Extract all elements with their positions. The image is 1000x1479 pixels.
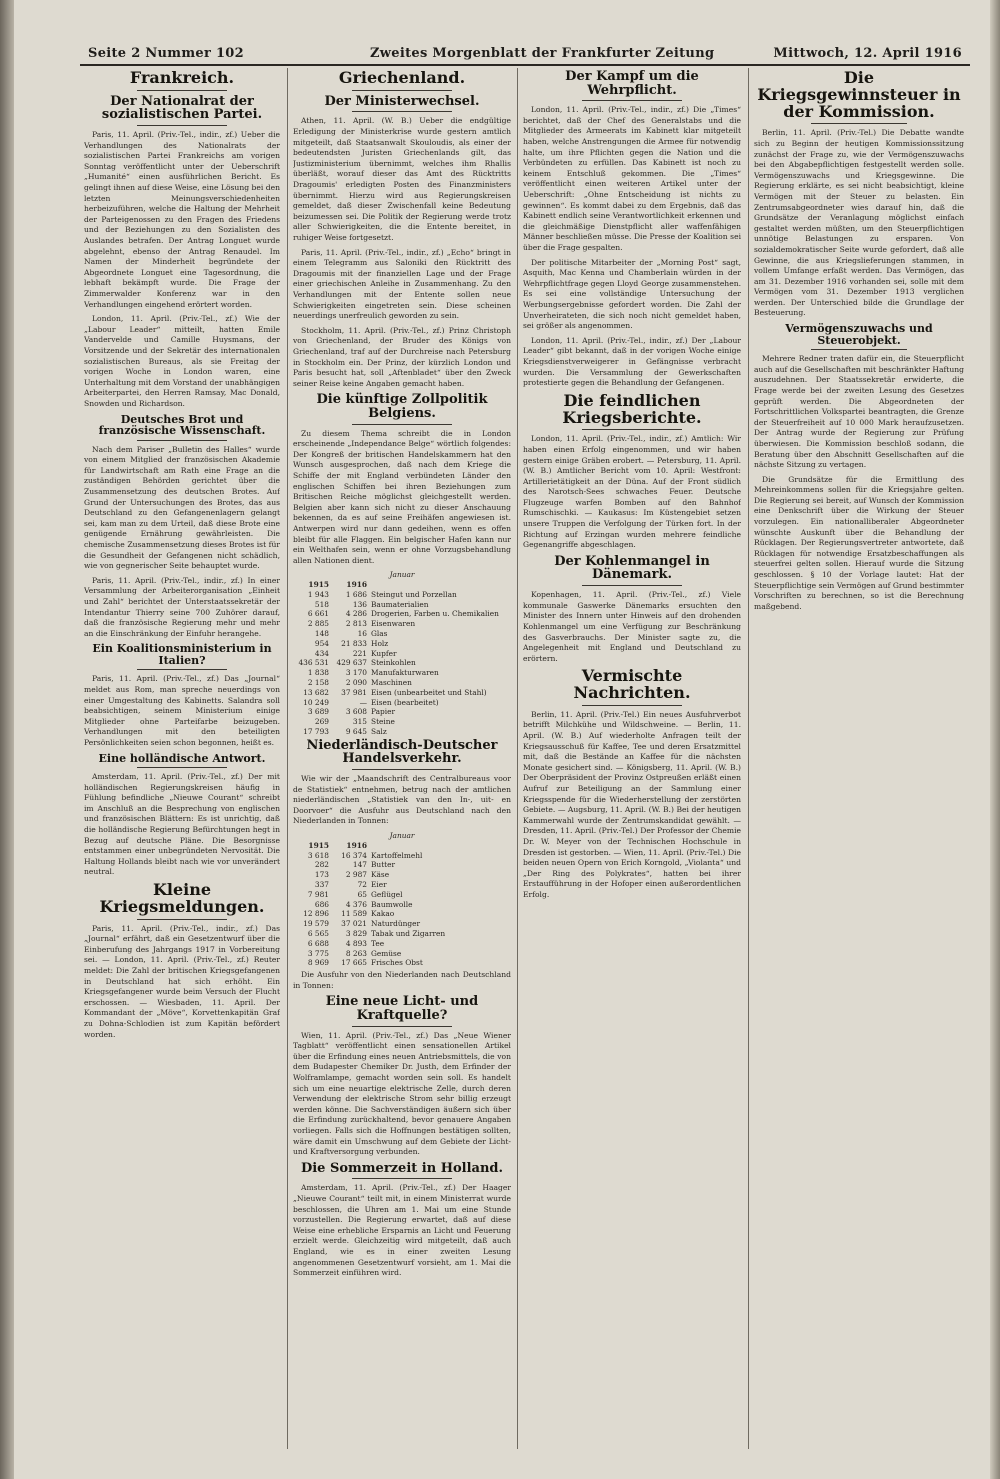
table-cell-1916: 8 263	[345, 948, 367, 958]
table-row	[293, 919, 511, 929]
table-cell-1915: 2 885	[307, 619, 329, 629]
headline-rule	[137, 669, 227, 670]
table-month: Januar	[389, 831, 415, 841]
table-row	[293, 698, 511, 708]
table-cell-label: Butter	[371, 860, 396, 870]
scan-edge-right	[990, 0, 1000, 1479]
page-number: Seite 2 Nummer 102	[88, 46, 244, 61]
table-cell-1915: 686	[314, 899, 329, 909]
table-cell-1916: 37 021	[341, 919, 367, 929]
table-cell-1915: 518	[314, 599, 329, 609]
article-headline: Der Kampf um die Wehrpflicht.	[565, 70, 699, 98]
table-cell-1916: 21 833	[341, 638, 367, 648]
article-body: Nach dem Pariser „Bulletin des Halles“ wurde von einem Mitglied der französischen Akademie für Landwirtschaft am Rath eine Frage an die zuständigen Behörden gerichtet über die Zusammensetzung des deutschen Brotes. Auf Grund der Untersuchungen des Brotes, das aus Deutschland zu den Gefangenenlagern gelangt sei, kam man zu dem Urteil, daß diese Brote eine genügende Ernährung gewährleisten. Die chemische Zusammensetzung dieses Brotes ist für die Gesundheit der Gefangenen nicht schädlich, wie von gegnerischer Seite behauptet wurde.	[84, 444, 280, 571]
table-cell-label: Geflügel	[371, 889, 403, 899]
table-cell-label: Steinkohlen	[371, 658, 416, 668]
table-cell-1915: 282	[314, 860, 329, 870]
article-body: London, 11. April. (Priv.-Tel., zf.) Wie der „Labour Leader“ mitteilt, hatten Emile Vandervelde und Camille Huysmans, der Vorsitzende und der Sekretär des internationalen sozialistischen Bureaus, als sie Freitag der vorigen Woche in London waren, eine Unterhaltung mit dem Vorstand der unabhängigen Arbeiterpartei, den Herren Ramsay, Mac Donald, Snowden und Richardson.	[84, 314, 280, 408]
table-cell-label: Papier	[371, 707, 396, 717]
table-cell-label: Steine	[371, 717, 395, 727]
article	[523, 555, 741, 664]
article	[293, 326, 511, 390]
table-row	[293, 900, 511, 910]
table-cell-1915: 3 689	[307, 707, 329, 717]
table-cell-label: Drogerien, Farben u. Chemikalien	[371, 609, 499, 619]
table-cell-label: Eisenwaren	[371, 619, 416, 629]
headline-rule	[352, 111, 452, 112]
table-cell-1916: 2 813	[345, 619, 367, 629]
table-cell-label: Maschinen	[371, 678, 412, 688]
article	[293, 1162, 511, 1279]
table-cell-1915: 6 565	[307, 929, 329, 939]
headline-rule	[352, 769, 452, 770]
table-year: 1916	[346, 580, 367, 590]
table-cell-1915: 10 249	[303, 697, 329, 707]
table-cell-1915: 173	[314, 870, 329, 880]
table-row	[293, 668, 511, 678]
table-cell-1916: 65	[357, 889, 367, 899]
page-header	[88, 42, 962, 64]
table-cell-1915: 337	[314, 880, 329, 890]
article-body: Paris, 11. April. (Priv.-Tel., indir., zf.) Ueber die Verhandlungen des Nationalrats der sozialistischen Partei Frankreichs am vorigen Sonntag veröffentlicht unter der Ueberschrift „Humanité“ einen ausführlichen Bericht. Es gelingt ihnen auf diese Weise, eine Lösung bei den letzten Meinungsverschiedenheiten herbeizuführen, welche die Haltung der Mehrheit der Parteigenossen zu den Fragen des Friedens und der Beziehungen zu den Sozialisten des Auslandes betrafen. Der Antrag Longuet wurde abgelehnt, ebenso der Antrag Renaudel. Im Namen der Minderheit begründete der Abgeordnete Longuet eine Tagesordnung, die lebhaft bekämpft wurde. Die Frage der Zimmerwalder Konferenz war in den Verhandlungen eingehend erörtert worden.	[84, 130, 280, 309]
headline-rule	[137, 440, 227, 441]
article	[754, 475, 964, 613]
table-cell-1915: 2 158	[307, 678, 329, 688]
table-row	[293, 678, 511, 688]
article	[84, 643, 280, 748]
article-headline: Kleine Kriegsmeldungen.	[99, 880, 265, 916]
table-cell-1916: 147	[352, 860, 367, 870]
article-body: Berlin, 11. April. (Priv.-Tel.) Die Debatte wandte sich zu Beginn der heutigen Kommissionssitzung zunächst der Frage zu, wie der Vermögenszuwachs bei den Abgabepflichtigen festgestellt werden solle. Vermögenszuwachs und Kriegsgewinne. Die Regierung erklärte, es sei nicht beabsichtigt, kleine Vermögen mit der Steuer zu belasten. Ein Zentrumsabgeordneter wies darauf hin, daß die Grundsätze der Veranlagung möglichst einfach gestaltet werden müßten, um den Steuerpflichtigen unnötige Belastungen zu ersparen. Von sozialdemokratischer Seite wurde gefordert, daß alle Gewinne, die aus Kriegslieferungen stammen, in vollem Umfange erfaßt werden. Das Vermögen, das am 31. Dezember 1916 vorhanden sei, solle mit dem Vermögen vom 31. Dezember 1913 verglichen werden. Der Unterschied bilde die Grundlage der Besteuerung.	[754, 128, 964, 318]
column-rule	[748, 68, 749, 1449]
table-cell-1916: 9 645	[345, 727, 367, 737]
article-headline: Vermischte Nachrichten.	[573, 666, 691, 703]
column-rule	[517, 68, 518, 1449]
table-row	[293, 870, 511, 880]
table-cell-1916: 3 829	[345, 929, 367, 939]
article-headline: Deutsches Brot und französische Wissenschaft.	[98, 412, 266, 438]
headline-rule	[582, 585, 682, 586]
headline-rule	[352, 424, 452, 425]
article	[84, 314, 280, 409]
article-headline: Niederländisch-Deutscher Handelsverkehr.	[306, 737, 498, 767]
article	[523, 390, 741, 551]
article	[293, 70, 511, 91]
table-cell-1916: 2 090	[345, 678, 367, 688]
headline-rule	[137, 919, 227, 920]
table-cell-1915: 436 531	[298, 658, 329, 668]
table-row	[293, 649, 511, 659]
scan-edge-left	[0, 0, 14, 1479]
article-headline: Die feindlichen Kriegsberichte.	[562, 390, 702, 427]
article	[84, 70, 280, 91]
table-row	[293, 909, 511, 919]
table-cell-label: Eisen (bearbeitet)	[371, 697, 439, 707]
table-cell-label: Käse	[371, 870, 390, 880]
column-rule	[287, 68, 288, 1449]
table-cell-1915: 19 579	[303, 919, 329, 929]
table-cell-label: Eier	[371, 880, 387, 890]
article-body: Amsterdam, 11. April. (Priv.-Tel., zf.) Der Haager „Nieuwe Courant“ teilt mit, in einem Ministerrat wurde beschlossen, die Uhren am 1. Mai um eine Stunde vorzustellen. Die Regierung erwartet, daß auf diese Weise eine erhebliche Ersparnis an Licht und Feuerung erzielt werde. Gleichzeitig wird mitgeteilt, daß auch England, wie es in einer zweiten Lesung angenommenen Gesetzentwurf vorsieht, am 1. Mai die Sommerzeit einführen wird.	[293, 1183, 511, 1278]
article-body: Der politische Mitarbeiter der „Morning Post“ sagt, Asquith, Mac Kenna und Chamberlain würden in der Wehrpflichtfrage gegen Lloyd George zusammenstehen. Es sei eine vollständige Untersuchung der Werbungsergebnisse gefordert worden. Die Zahl der Unverheirateten, die sich noch nicht gemeldet haben, sei größer als angenommen.	[523, 257, 741, 331]
table-year: 1915	[308, 840, 329, 850]
table-cell-1915: 3 618	[307, 850, 329, 860]
table-cell-label: Baumwolle	[371, 899, 413, 909]
table-row	[293, 619, 511, 629]
article	[84, 576, 280, 640]
table-cell-label: Naturdünger	[371, 919, 421, 929]
article	[84, 414, 280, 572]
table-spacer	[369, 580, 511, 590]
table-row	[293, 600, 511, 610]
table-spacer	[369, 841, 511, 851]
table-cell-label: Frisches Obst	[371, 958, 423, 968]
table-year-row	[293, 580, 511, 590]
table-cell-label: Kakao	[371, 909, 395, 919]
table-row	[293, 727, 511, 737]
column-2	[293, 70, 511, 1451]
table-cell-1915: 17 793	[303, 727, 329, 737]
headline-rule	[582, 429, 682, 430]
article	[293, 248, 511, 322]
table-cell-1915: 269	[314, 717, 329, 727]
article-headline: Der Nationalrat der sozialistischen Partei.	[101, 93, 263, 123]
article-body: Stockholm, 11. April. (Priv.-Tel., zf.) Prinz Christoph von Griechenland, der Bruder des Königs von Griechenland, traf auf der Durchreise nach Petersburg in Stockholm ein. Der Prinz, der kürzlich London und Paris besucht hat, soll „Aftenbladet“ über den Zweck seiner Reise keine Angaben gemacht haben.	[293, 325, 511, 388]
article	[84, 882, 280, 1040]
article-body: London, 11. April. (Priv.-Tel., indir., zf.) Der „Labour Leader“ gibt bekannt, daß in der vorigen Woche einige Kriegsdienstverweigerer in Gefängnisse verbracht wurden. Die Versammlung der Gewerkschaften protestierte gegen die Behandlung der Gefangenen.	[523, 335, 741, 388]
column-3	[523, 70, 741, 1451]
trade-table	[293, 570, 511, 737]
table-cell-1916: 4 893	[345, 938, 367, 948]
table-cell-1916: 72	[357, 880, 367, 890]
table-cell-1916: 1 686	[345, 589, 367, 599]
article-body: Athen, 11. April. (W. B.) Ueber die endgültige Erledigung der Ministerkrise wurde gestern amtlich mitgeteilt, daß Staatsanwalt Skouloudis, als einer der bedeutendsten Juristen Griechenlands gilt, das Justizministerium übernimmt, welches ihm Rhallis überläßt, worauf dieser das Amt des Rücktritts Dragoumis' erledigten Posten des Finanzministers übernimmt. Hierzu wird aus Regierungskreisen gemeldet, daß dieser Zwischenfall keine Bedeutung beizumessen sei. Die Politik der Regierung werde trotz aller Schwierigkeiten, die die Entente bereitet, in ruhiger Weise fortgesetzt.	[293, 116, 511, 242]
article-body: London, 11. April. (Priv.-Tel., indir., zf.) Amtlich: Wir haben einen Erfolg eingenommen, und wir haben gestern einige Gräben erobert. — Petersburg, 11. April. (W. B.) Amtlicher Bericht vom 10. April: Westfront: Artillerietätigkeit an der Düna. Auf der Front südlich des Narotsch-Sees schwaches Feuer. Deutsche Flugzeuge warfen Bomben auf den Bahnhof Rumschischki. — Kaukasus: Im Küstengebiet setzen unsere Truppen die Verfolgung der Türken fort. In der Richtung auf Erzingan wurden mehrere feindliche Gegenangriffe abgeschlagen.	[523, 434, 741, 550]
article-headline: Griechenland.	[338, 70, 466, 87]
article-headline: Die Kriegsgewinnsteuer in der Kommission.	[757, 70, 961, 121]
headline-rule	[811, 349, 908, 350]
table-cell-1915: 3 775	[307, 948, 329, 958]
article-body: Wie wir der „Maandschrift des Centralbureaus voor de Statistiek“ entnehmen, betrug nach der amtlichen niederländischen „Statistiek van den In-, uit- en Doorvoer“ die Ausfuhr aus Deutschland nach den Niederlanden in Tonnen:	[293, 774, 511, 826]
table-cell-1916: 11 589	[341, 909, 367, 919]
table-row	[293, 639, 511, 649]
table-year-row	[293, 841, 511, 851]
table-row	[293, 851, 511, 861]
table-cell-1915: 954	[314, 638, 329, 648]
table-year: 1915	[308, 580, 329, 590]
table-cell-1916: 136	[352, 599, 367, 609]
article-body: Amsterdam, 11. April. (Priv.-Tel., zf.) Der mit holländischen Regierungskreisen häufig in Fühlung befindliche „Nieuwe Courant“ schreibt im Anschluß an die Besprechung von englischen und französischen Blättern: Es ist unrichtig, daß die holländische Regierung Befürchtungen hegt in Bezug auf deutsche Pläne. Die Besorgnisse entstammen einer unbegründeten Nervosität. Die Haltung Hollands bleibt nach wie vor unverändert neutral.	[84, 772, 280, 877]
table-row	[293, 707, 511, 717]
table-row	[293, 717, 511, 727]
headline-rule	[582, 100, 682, 101]
article-headline: Frankreich.	[129, 70, 235, 87]
table-cell-label: Holz	[371, 638, 389, 648]
article	[523, 258, 741, 332]
table-cell-label: Tabak und Zigarren	[371, 929, 446, 939]
article-headline: Ein Koalitionsministerium in Italien?	[92, 642, 272, 667]
table-cell-1915: 6 661	[307, 609, 329, 619]
table-row	[293, 949, 511, 959]
headline-rule	[352, 90, 452, 91]
table-cell-1915: 7 981	[307, 889, 329, 899]
article	[523, 336, 741, 389]
table-year: 1916	[346, 840, 367, 850]
headline-rule	[137, 125, 227, 126]
table-month-row	[293, 831, 511, 841]
table-cell-1916: —	[359, 697, 367, 707]
table-cell-label: Glas	[371, 629, 388, 639]
article-body: Zu diesem Thema schreibt die in London erscheinende „Independance Belge“ wörtlich folgendes: Der Kongreß der britischen Handelskammern hat den Wunsch ausgesprochen, daß nach dem Kriege die Schiffe der mit England verbündeten Länder den englischen Schiffen bei ihren Beziehungen zum Britischen Reiche möglichst gleichgestellt werden. Belgien aber kann sich nicht zu dieser Anschauung bekennen, da es auf seine Freihäfen angewiesen ist. Antwerpen wird nur dann gedeihen, wenn es offen bleibt für alle Flaggen. Ein belgischer Hafen kann nur ein Welthafen sein, wenn er ohne Vorzugsbehandlung allen Nationen dient.	[293, 428, 511, 565]
article-headline: Der Ministerwechsel.	[324, 93, 480, 109]
article-body: Paris, 11. April. (Priv.-Tel., zf.) Das „Journal“ meldet aus Rom, man spreche neuerdings von einer Umgestaltung des Kabinetts. Salandra soll beabsichtigen, seinem Ministerium einige Mitglieder ohne Parteifarbe beizugeben. Verhandlungen mit den beteiligten Persönlichkeiten seien schon begonnen, heißt es.	[84, 674, 280, 747]
headline-rule	[582, 705, 682, 706]
article-body: Mehrere Redner traten dafür ein, die Steuerpflicht auch auf die Gesellschaften mit beschränkter Haftung auszudehnen. Der Staatssekretär erwiderte, die Frage werde bei der zweiten Lesung des Gesetzes geprüft werden. Die Abgeordneten der Fortschrittlichen Volkspartei beantragten, die Grenze der Steuerfreiheit auf 10 000 Mark heraufzusetzen. Der Antrag wurde der Regierung zur Prüfung überwiesen. Die Kommission beschloß sodann, die Beratung über den Abschnitt Gesellschaften auf die nächste Sitzung zu vertagen.	[754, 354, 964, 470]
table-cell-1916: 16 374	[341, 850, 367, 860]
article	[754, 323, 964, 471]
table-row	[293, 958, 511, 968]
table-row	[293, 860, 511, 870]
column-1	[84, 70, 280, 1451]
article	[84, 753, 280, 878]
article	[293, 739, 511, 827]
article-headline: Eine neue Licht- und Kraftquelle?	[325, 994, 479, 1024]
article	[754, 70, 964, 319]
table-row	[293, 590, 511, 600]
article-body: Paris, 11. April. (Priv.-Tel., indir., zf.) In einer Versammlung der Arbeiterorganisation „Einheit und Zahl“ berichtet der Unterstaatssekretär der Intendantur Thierry seine 700 Zuhörer darauf, daß die französische Regierung mehr und mehr an die Einschränkung der Einfuhr herangehe.	[84, 575, 280, 638]
header-rule	[80, 64, 970, 66]
table-cell-label: Tee	[371, 938, 385, 948]
table-row	[293, 929, 511, 939]
table-cell-label: Eisen (unbearbeitet und Stahl)	[371, 687, 487, 697]
table-cell-1915: 8 969	[307, 958, 329, 968]
table-cell-label: Kupfer	[371, 648, 397, 658]
article-headline: Die Sommerzeit in Holland.	[300, 1160, 504, 1176]
table-row	[293, 939, 511, 949]
article-body: Wien, 11. April. (Priv.-Tel., zf.) Das „Neue Wiener Tagblatt“ veröffentlicht einen sensationellen Artikel über die Erfindung eines neuen Antriebsmittels, die von dem Budapester Chemiker Dr. Justh, dem Erfinder der Wolframlampe, gemacht worden sein soll. Es handelt sich um eine neuartige elektrische Zelle, durch deren Verwendung der elektrische Strom sehr billig erzeugt werden könne. Die Sachverständigen äußern sich über die Erfindung zurückhaltend, bevor genauere Angaben vorliegen. Falls sich die Hoffnungen bestätigen sollten, wäre damit ein Umschwung auf dem Gebiete der Licht- und Kraftversorgung verbunden.	[293, 1030, 511, 1157]
article-headline: Vermögenszuwachs und Steuerobjekt.	[785, 322, 933, 347]
article-headline: Eine holländische Antwort.	[98, 751, 266, 765]
headline-rule	[137, 767, 227, 768]
article-body: Berlin, 11. April. (Priv.-Tel.) Ein neues Ausfuhrverbot betrifft Milchkühe und Wildschweine. — Berlin, 11. April. (W. B.) Auf wiederholte Anfragen teilt der Kriegsausschuß für Kaffee, Tee und deren Ersatzmittel mit, daß die Bestände an Kaffee für die nächsten Monate gesichert sind. — Königsberg, 11. April. (W. B.) Der Oberpräsident der Provinz Ostpreußen erläßt einen Aufruf zur Beteiligung an der Sammlung einer Kriegsspende für die Wiederherstellung der zerstörten Gebiete. — Augsburg, 11. April. (W. B.) Bei der heutigen Kammerwahl wurde der Zentrumskandidat gewählt. — Dresden, 11. April. (Priv.-Tel.) Der Professor der Chemie Dr. W. Meyer von der Technischen Hochschule in Dresden ist gestorben. — Wien, 11. April. (Priv.-Tel.) Die beiden neuen Opern von Erich Korngold, „Violanta“ und „Der Ring des Polykrates“, hatten bei ihrer Erstaufführung in der Hofoper einen außerordentlichen Erfolg.	[523, 709, 741, 899]
article	[293, 95, 511, 244]
headline-rule	[352, 1026, 452, 1027]
table-cell-1915: 1 838	[307, 668, 329, 678]
table-cell-label: Kartoffelmehl	[371, 850, 423, 860]
table-cell-1916: 221	[352, 648, 367, 658]
table-cell-1915: 148	[314, 629, 329, 639]
table-cell-1915: 12 896	[303, 909, 329, 919]
table-cell-1916: 3 608	[345, 707, 367, 717]
headline-rule	[352, 1178, 452, 1179]
trade-table	[293, 831, 511, 968]
article	[293, 970, 511, 991]
table-cell-1916: 4 286	[345, 609, 367, 619]
table-cell-1915: 1 943	[307, 589, 329, 599]
table-cell-1915: 434	[314, 648, 329, 658]
table-cell-1916: 315	[352, 717, 367, 727]
article-body: Paris, 11. April. (Priv.-Tel., indir., zf.) „Echo“ bringt in einem Telegramm aus Saloniki den Rücktritt des Dragoumis mit der finanziellen Lage und der Frage einer griechischen Anleihe in Zusammenhang. Zu den Verhandlungen mit der Entente sollen neue Schwierigkeiten eingetreten sein. Diese scheinen neuerdings unerfreulich geworden zu sein.	[293, 247, 511, 321]
table-row	[293, 880, 511, 890]
table-cell-1916: 16	[357, 629, 367, 639]
table-cell-label: Baumaterialien	[371, 599, 429, 609]
table-cell-1916: 37 981	[341, 687, 367, 697]
table-row	[293, 629, 511, 639]
article	[293, 393, 511, 566]
issue-date: Mittwoch, 12. April 1916	[773, 46, 962, 61]
article	[293, 995, 511, 1157]
table-cell-label: Manufakturwaren	[371, 668, 439, 678]
table-row	[293, 890, 511, 900]
table-row	[293, 609, 511, 619]
masthead-title: Zweites Morgenblatt der Frankfurter Zeitung	[370, 46, 715, 61]
article	[523, 668, 741, 900]
table-cell-1916: 2 987	[345, 870, 367, 880]
article-body: Die Ausfuhr von den Niederlanden nach Deutschland in Tonnen:	[293, 970, 511, 990]
table-cell-label: Steingut und Porzellan	[371, 589, 457, 599]
table-cell-label: Salz	[371, 727, 387, 737]
table-cell-1916: 17 665	[341, 958, 367, 968]
table-month-row	[293, 570, 511, 580]
table-cell-1916: 429 637	[336, 658, 367, 668]
article-headline: Die künftige Zollpolitik Belgiens.	[316, 392, 488, 421]
table-row	[293, 688, 511, 698]
table-cell-1915: 6 688	[307, 938, 329, 948]
article-body: Die Grundsätze für die Ermittlung des Mehreinkommens sollen für die Kriegsjahre gelten. Die Regierung sei bereit, auf Wunsch der Kommission eine Denkschrift über die Wirkung der Steuer vorzulegen. Ein nationalliberaler Abgeordneter wünschte Auskunft über die Behandlung der Rücklagen. Der Regierungsvertreter antwortete, daß Rücklagen für notwendige Ersatzbeschaffungen als steuerfrei gelten sollen. Hierauf wurde die Sitzung geschlossen. § 10 der Vorlage lautet: Hat der Steuerpflichtige sein Vermögen auf Grund bestimmter Vorschriften zu berechnen, so ist die Berechnung maßgebend.	[754, 474, 964, 611]
headline-rule	[137, 90, 227, 91]
headline-rule	[811, 123, 908, 124]
table-cell-label: Gemüse	[371, 948, 402, 958]
table-row	[293, 658, 511, 668]
column-4	[754, 70, 964, 1451]
table-month: Januar	[389, 570, 415, 580]
article-body: London, 11. April. (Priv.-Tel., indir., zf.) Die „Times“ berichtet, daß der Chef des Generalstabs und die Mitglieder des Armeerats im Kabinett klar mitgeteilt haben, welche Anstrengungen die Armee für notwendig halte, um ihre Pflichten gegen die Nation und die Verbündeten zu erfüllen. Das Kabinett ist noch zu keinem Entschluß gekommen. Die „Times“ veröffentlicht einen weiteren Artikel unter der Ueberschrift: „Ohne Entscheidung ist nichts zu gewinnen“. Es kommt dabei zu dem Ergebnis, daß das Kabinett endlich seine Verantwortlichkeit erkennen und die gleichmäßige Dienstpflicht aller waffenfähigen Männer beschließen müsse. Die Presse der Koalition sei über die Frage gespalten.	[523, 105, 741, 252]
table-cell-1916: 4 376	[345, 899, 367, 909]
table-cell-1915: 13 682	[303, 687, 329, 697]
article-headline: Der Kohlenmangel in Dänemark.	[554, 553, 710, 583]
article	[84, 95, 280, 310]
table-cell-1916: 3 170	[345, 668, 367, 678]
article	[523, 70, 741, 254]
article-body: Kopenhagen, 11. April. (Priv.-Tel., zf.) Viele kommunale Gaswerke Dänemarks ersuchten den Minister des Innern unter Hinweis auf den drohenden Kohlenmangel um eine Verfügung zur Beschränkung des Gasverbrauchs. Der Minister sagte zu, die Angelegenheit mit England und Deutschland zu erörtern.	[523, 590, 741, 663]
article-body: Paris, 11. April. (Priv.-Tel., indir., zf.) Das „Journal“ erfährt, daß ein Gesetzentwurf über die Einberufung des Jahrgangs 1917 in Vorbereitung sei. — London, 11. April. (Priv.-Tel., zf.) Reuter meldet: Die Zahl der britischen Kriegsgefangenen in Deutschland hat sich erhöht. Ein Kriegsgefangener wurde beim Versuch der Flucht erschossen. — Wiesbaden, 11. April. Der Kommandant der „Möve“, Korvettenkapitän Graf zu Dohna-Schlodien ist zum Kapitän befördert worden.	[84, 923, 280, 1039]
